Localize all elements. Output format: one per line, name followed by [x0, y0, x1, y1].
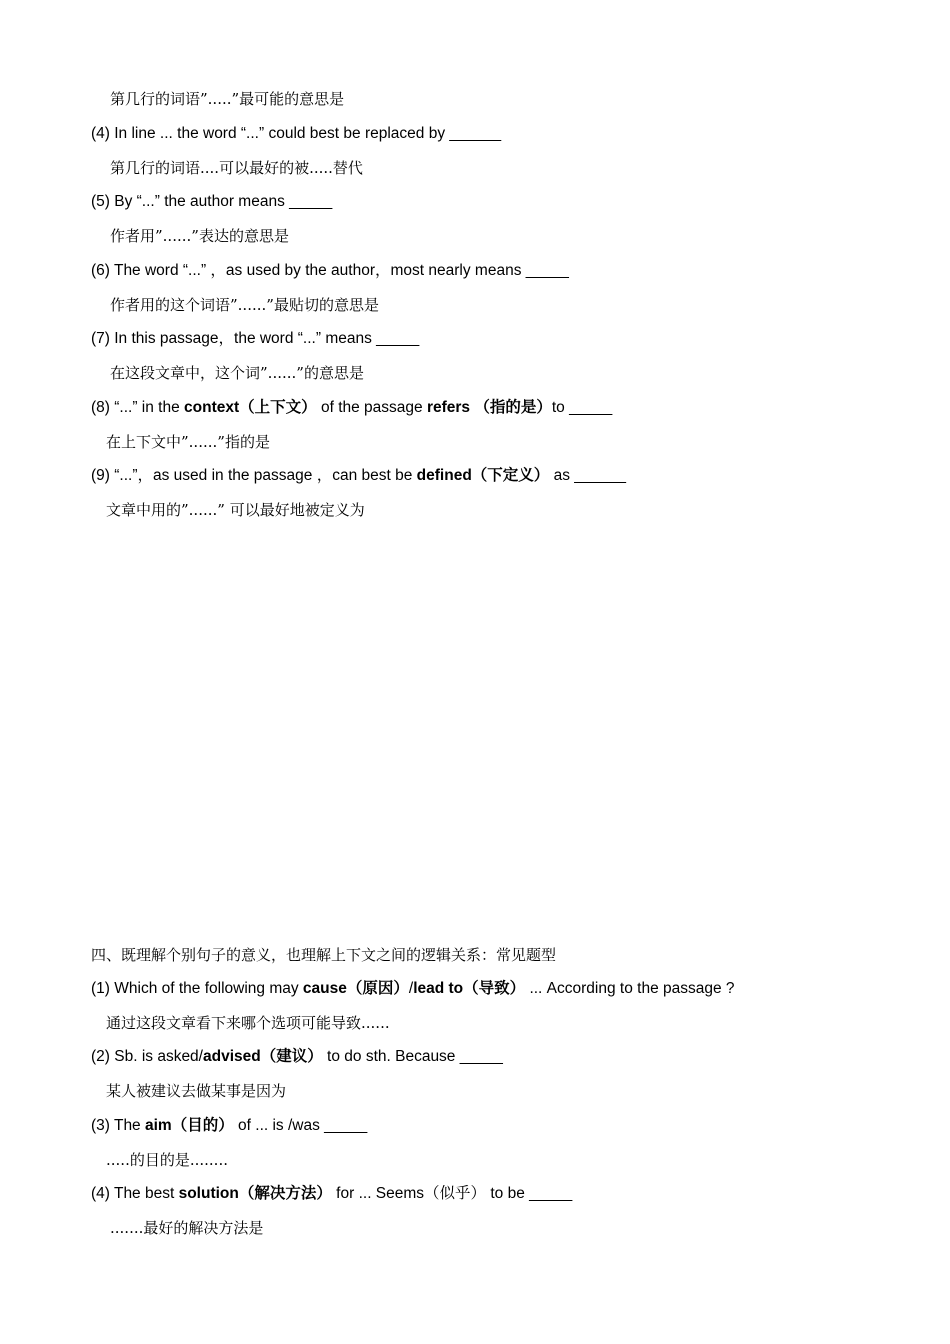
s3-item5-question: (5) By “...” the author means _____	[91, 193, 333, 210]
s3-item8-question: (8) “...” in the context（上下文） of the passage refers （指的是）to _____	[91, 399, 613, 416]
s3-item3-translation: 第几行的词语”.....”最可能的意思是	[110, 90, 345, 108]
s3-item5-translation: 作者用”......”表达的意思是	[110, 227, 289, 245]
s4-item3-question: (3) The aim（目的） of ... is /was _____	[91, 1117, 368, 1134]
s4-item4-translation: .......最好的解决方法是	[110, 1219, 264, 1237]
s4-item3-translation: .....的目的是........	[106, 1151, 228, 1169]
s3-item6-question: (6) The word “...” ，as used by the author，most nearly means _____	[91, 262, 569, 279]
s3-item4-question: (4) In line ... the word “...” could best be replaced by ______	[91, 125, 502, 142]
s3-item6-translation: 作者用的这个词语”......”最贴切的意思是	[110, 296, 379, 314]
s3-item7-question: (7) In this passage，the word “...” means _____	[91, 330, 420, 347]
s3-item9-translation: 文章中用的”......” 可以最好地被定义为	[106, 501, 365, 519]
s3-item8-translation: 在上下文中”......”指的是	[106, 433, 270, 451]
s3-item7-translation: 在这段文章中，这个词”......”的意思是	[110, 364, 364, 382]
s4-item1-question: (1) Which of the following may cause（原因）/lead to（导致） ... According to the passage ?	[91, 980, 735, 997]
section4-heading: 四、既理解个别句子的意义，也理解上下文之间的逻辑关系：常见题型	[91, 946, 557, 964]
s4-item4-question: (4) The best solution（解决方法） for ... Seems（似乎） to be _____	[91, 1185, 573, 1202]
s4-item2-question: (2) Sb. is asked/advised（建议） to do sth. Because _____	[91, 1048, 503, 1065]
s3-item4-translation: 第几行的词语....可以最好的被.....替代	[110, 159, 363, 177]
s3-item9-question: (9) “...”，as used in the passage ，can best be defined（下定义） as ______	[91, 467, 627, 484]
s4-item1-translation: 通过这段文章看下来哪个选项可能导致......	[106, 1014, 390, 1032]
s4-item2-translation: 某人被建议去做某事是因为	[106, 1082, 287, 1100]
